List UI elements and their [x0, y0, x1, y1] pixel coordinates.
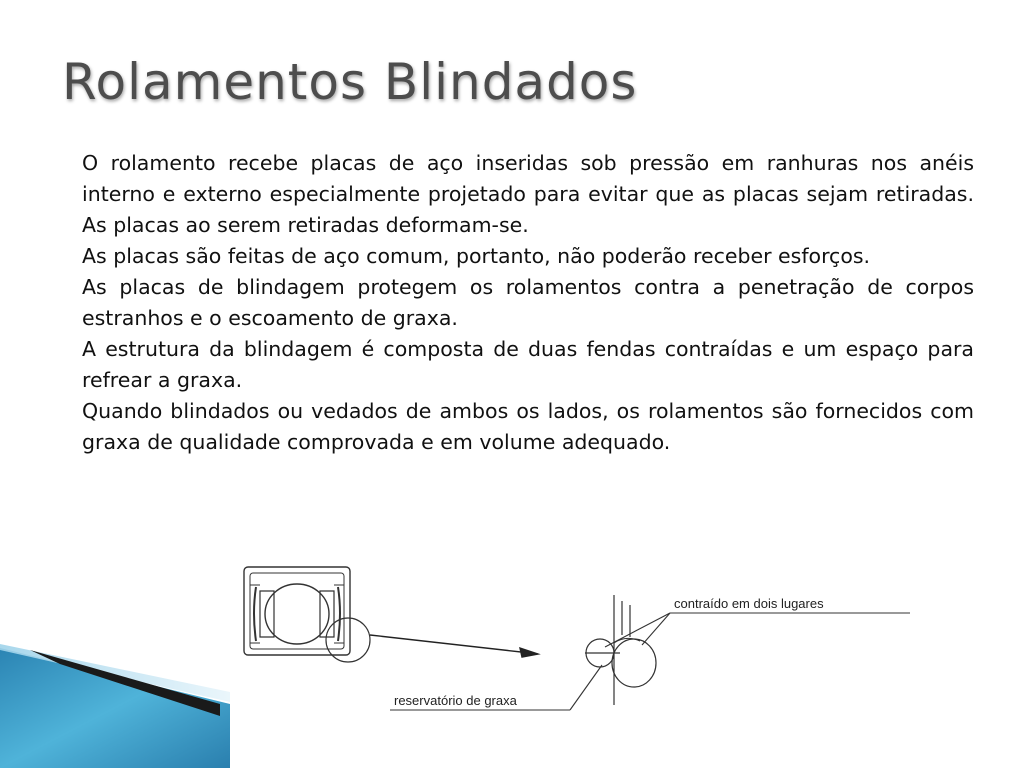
- paragraph-3: As placas de blindagem protegem os rolamentos contra a penetração de corpos estranhos e o escoamento de graxa.: [82, 275, 974, 330]
- paragraph-4: A estrutura da blindagem é composta de duas fendas contraídas e um espaço para refrear a graxa.: [82, 337, 974, 392]
- slide-title: Rolamentos Blindados: [62, 53, 638, 111]
- paragraph-5: Quando blindados ou vedados de ambos os lados, os rolamentos são fornecidos com graxa de qualidade comprovada e em volume adequado.: [82, 399, 974, 454]
- zoomed-detail: [585, 595, 656, 705]
- body-text: [82, 148, 974, 458]
- detail-circle: [326, 618, 370, 662]
- corner-decoration: [0, 630, 230, 768]
- label-contraido: contraído em dois lugares: [674, 596, 824, 611]
- arrow: [370, 635, 538, 657]
- paragraph-2: As placas são feitas de aço comum, portanto, não poderão receber esforços.: [82, 244, 871, 268]
- label-reservatorio: reservatório de graxa: [394, 693, 517, 708]
- bearing-shield-diagram: [230, 555, 930, 725]
- bearing-cross-section: [244, 567, 350, 655]
- paragraph-1: O rolamento recebe placas de aço inseridas sob pressão em ranhuras nos anéis interno e externo especialmente projetado para evitar que as placas sejam retiradas. As placas ao serem retiradas deformam-se.: [82, 151, 974, 237]
